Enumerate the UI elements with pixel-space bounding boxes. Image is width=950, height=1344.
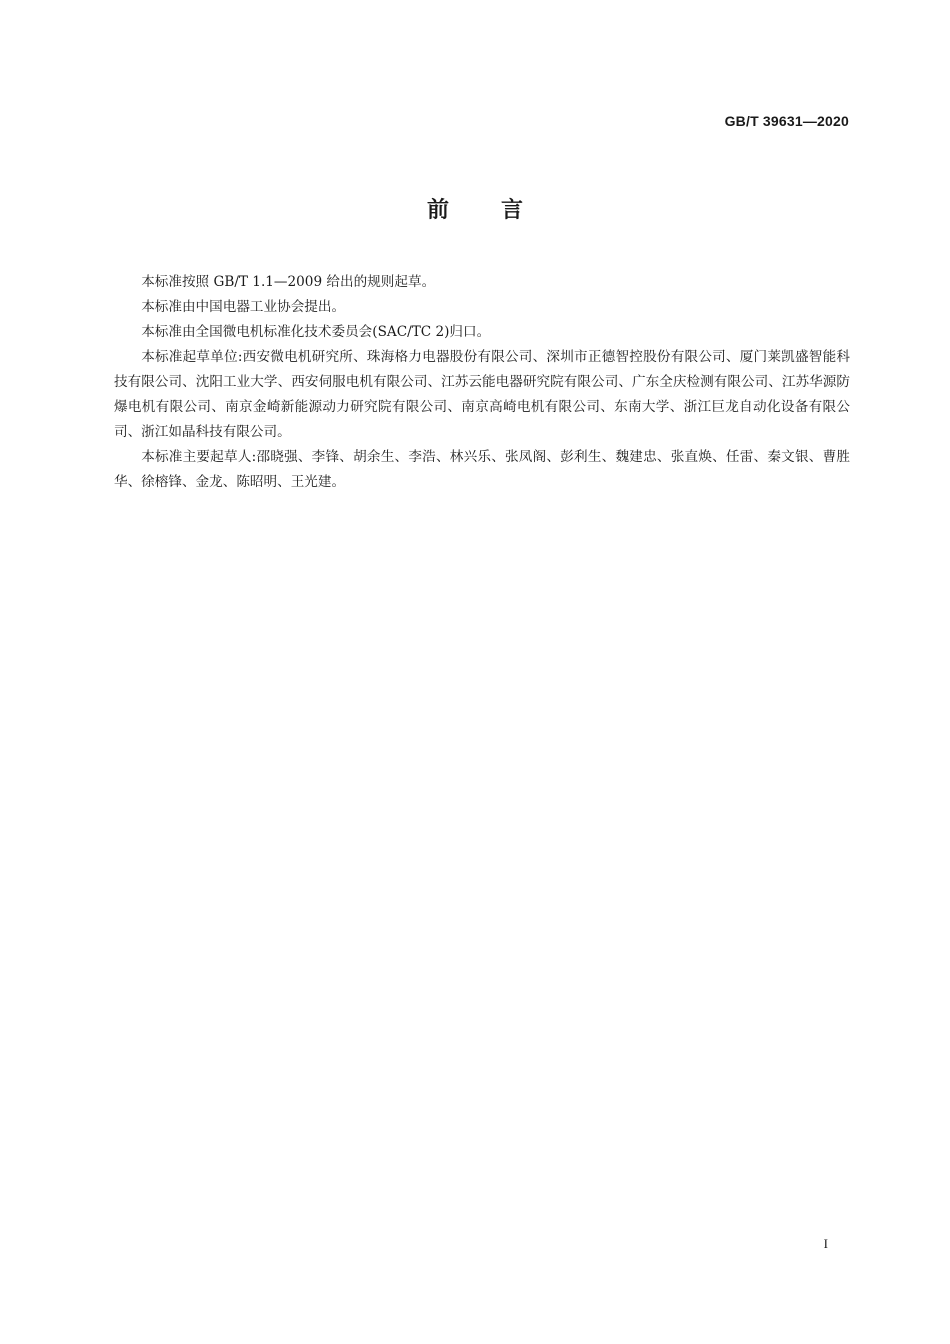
paragraph-main-drafters: 本标准主要起草人:邵晓强、李锋、胡余生、李浩、林兴乐、张凤阁、彭利生、魏建忠、张直焕、任雷、秦文银、曹胜华、徐榕锋、金龙、陈昭明、王光建。 (114, 449, 850, 490)
paragraph-drafting-rules: 本标准按照 GB/T 1.1—2009 给出的规则起草。 (141, 274, 436, 290)
page-title: 前言 (426, 198, 575, 223)
paragraph-committee: 本标准由全国微电机标准化技术委员会(SAC/TC 2)归口。 (141, 324, 491, 340)
page-number: I (823, 1236, 828, 1251)
paragraph-proposer: 本标准由中国电器工业协会提出。 (141, 299, 346, 315)
paragraph-drafting-units: 本标准起草单位:西安微电机研究所、珠海格力电器股份有限公司、深圳市正德智控股份有限公司、厦门莱凯盛智能科技有限公司、沈阳工业大学、西安伺服电机有限公司、江苏云能电器研究院有限公司、广东全庆检测有限公司、江苏华源防爆电机有限公司、南京金崎新能源动力研究院有限公司、南京高崎电机有限公司、东南大学、浙江巨龙自动化设备有限公司、浙江如晶科技有限公司。 (114, 349, 850, 440)
standard-code: GB/T 39631—2020 (724, 113, 849, 129)
foreword-body (114, 270, 850, 495)
